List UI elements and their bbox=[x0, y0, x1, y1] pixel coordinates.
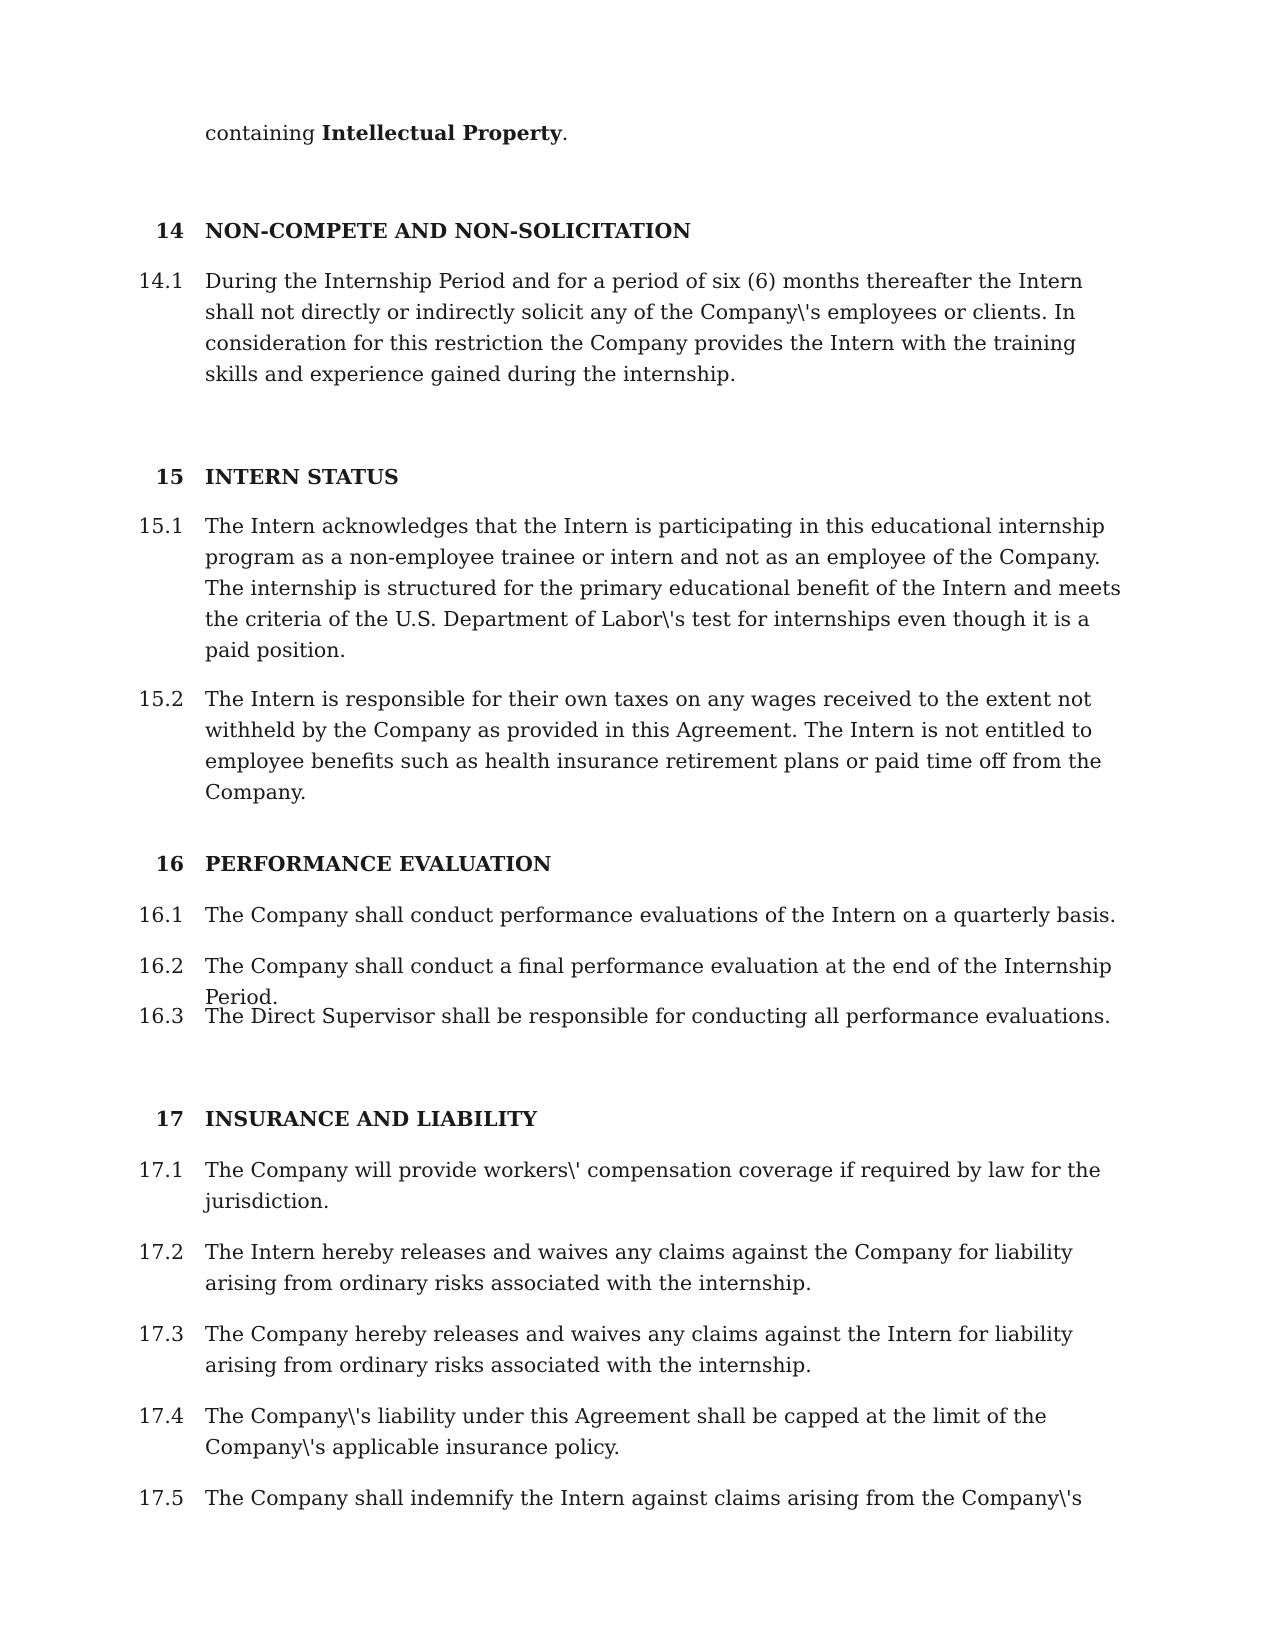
section-number: 17 bbox=[155, 1107, 184, 1131]
clause-number: 15.2 bbox=[138, 687, 184, 711]
clause-number: 15.1 bbox=[138, 514, 184, 538]
clause-text: The Company shall indemnify the Intern against claims arising from the Company\'s bbox=[205, 1486, 1083, 1510]
clause-text: The Company will provide workers\' compensation coverage if required by law for the jurisdiction. bbox=[205, 1158, 1101, 1213]
clause-number: 17.3 bbox=[138, 1322, 184, 1346]
section-title: INTERN STATUS bbox=[205, 465, 399, 489]
clause-number: 17.4 bbox=[138, 1404, 184, 1428]
clause-text: The Company hereby releases and waives any claims against the Intern for liability arising from ordinary risks associated with the internship. bbox=[205, 1322, 1073, 1377]
clause-text: The Company shall conduct a final performance evaluation at the end of the Internship Period. bbox=[205, 954, 1112, 1009]
continuation-prefix: containing bbox=[205, 121, 322, 145]
section-title: NON-COMPETE AND NON-SOLICITATION bbox=[205, 219, 692, 243]
continuation-line bbox=[205, 118, 568, 149]
clause-number: 16.2 bbox=[138, 954, 184, 978]
section-number: 15 bbox=[155, 465, 184, 489]
continuation-suffix: . bbox=[561, 121, 569, 145]
clause-number: 17.2 bbox=[138, 1240, 184, 1264]
clause-text: The Intern acknowledges that the Intern is participating in this educational internship program as a non-employee trainee or intern and not as an employee of the Company. The internship is structured for the primary educational benefit of the Intern and meets the criteria of the U.S. Department of Labor\'s test for internships even though it is a paid position. bbox=[205, 514, 1121, 662]
clause-text: The Intern is responsible for their own taxes on any wages received to the extent not withheld by the Company as provided in this Agreement. The Intern is not entitled to employee benefits such as health insurance retirement plans or paid time off from the Company. bbox=[205, 687, 1102, 804]
continuation-bold-term: Intellectual Property bbox=[321, 121, 562, 145]
clause-text: The Company shall conduct performance evaluations of the Intern on a quarterly basis. bbox=[205, 903, 1117, 927]
section-title: INSURANCE AND LIABILITY bbox=[205, 1107, 538, 1131]
section-number: 14 bbox=[155, 219, 184, 243]
clause-text: The Direct Supervisor shall be responsible for conducting all performance evaluations. bbox=[205, 1004, 1111, 1028]
clause-text: During the Internship Period and for a period of six (6) months thereafter the Intern shall not directly or indirectly solicit any of the Company\'s employees or clients. In consideration for this restriction the Company provides the Intern with the training skills and experience gained during the internship. bbox=[205, 269, 1083, 386]
section-title: PERFORMANCE EVALUATION bbox=[205, 852, 552, 876]
section-number: 16 bbox=[155, 852, 184, 876]
clause-text: The Intern hereby releases and waives any claims against the Company for liability arising from ordinary risks associated with the internship. bbox=[205, 1240, 1073, 1295]
clause-number: 16.1 bbox=[138, 903, 184, 927]
clause-number: 17.5 bbox=[138, 1486, 184, 1510]
clause-number: 16.3 bbox=[138, 1004, 184, 1028]
clause-text: The Company\'s liability under this Agreement shall be capped at the limit of the Company\'s applicable insurance policy. bbox=[205, 1404, 1047, 1459]
clause-number: 17.1 bbox=[138, 1158, 184, 1182]
clause-number: 14.1 bbox=[138, 269, 184, 293]
